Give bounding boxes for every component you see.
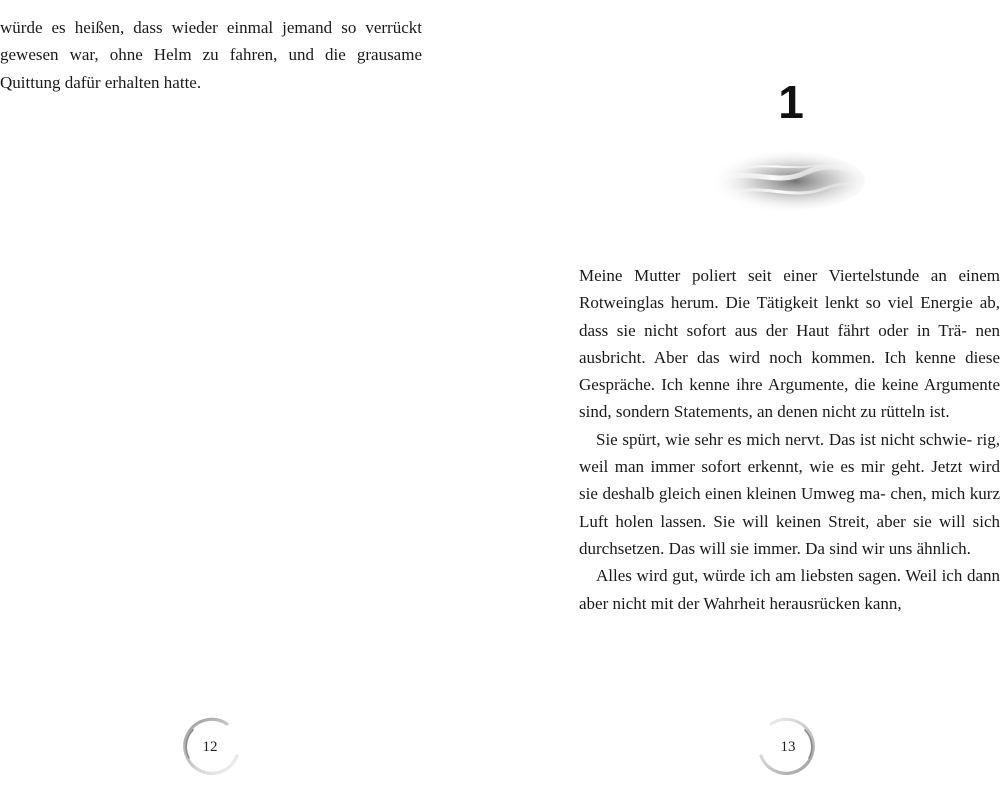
right-page-text [579,262,1000,617]
text-line: diese Gespräche. Ich kenne ihre Argumente, die keine [579,347,1000,395]
text-line: ab, dass sie nicht sofort aus der Haut fährt oder in Trä- [579,293,1000,340]
text-line: Quittung dafür erhalten hatte. [0,72,202,92]
text-line: chen, mich kurz Luft holen lassen. Sie will keinen Streit, [579,484,1000,531]
right-page-paragraph [579,262,1000,426]
right-page-paragraph [579,562,1000,617]
text-line: Meine Mutter poliert seit einer Viertelstunde an einem [579,266,1000,285]
text-line: rig, weil man immer sofort erkennt, wie es mir geht. [579,429,1000,477]
left-page-text [0,14,422,96]
text-line: rütteln ist. [880,402,950,422]
text-line: Rotweinglas herum. Die Tätigkeit lenkt so viel Energie [579,293,973,313]
left-page-paragraph [0,14,422,96]
chapter-number: 1 [778,76,804,128]
right-page-paragraph [579,426,1000,562]
text-line: nen ausbricht. Aber das wird noch kommen. Ich kenne [579,320,1000,367]
text-line: Argumente sind, sondern Statements, an denen nicht zu [579,375,1000,422]
text-line: Jetzt wird sie deshalb gleich einen kleinen Umweg ma- [579,457,1000,504]
text-line: Sie spürt, wie sehr es mich nervt. Das ist nicht schwie- [596,429,973,449]
page-number-badge [757,716,819,778]
page-number: 13 [780,739,796,755]
text-line: aber sie will sich durchsetzen. Das will sie immer. Da [579,511,1000,558]
text-line: Alles wird gut, würde ich am liebsten sagen. Weil ich [596,566,963,586]
text-line: würde es heißen, dass wieder einmal jemand so verrückt [0,18,422,37]
page-number-badge [179,716,241,778]
wave-ornament-icon [705,145,865,217]
text-line: gewesen war, ohne Helm zu fahren, und die grausame [0,45,422,65]
text-line: dann aber nicht mit der Wahrheit herausrücken kann, [579,566,1000,613]
text-line: sind wir uns ähnlich. [829,538,971,558]
right-page [500,0,1000,800]
page-number: 12 [202,739,218,755]
